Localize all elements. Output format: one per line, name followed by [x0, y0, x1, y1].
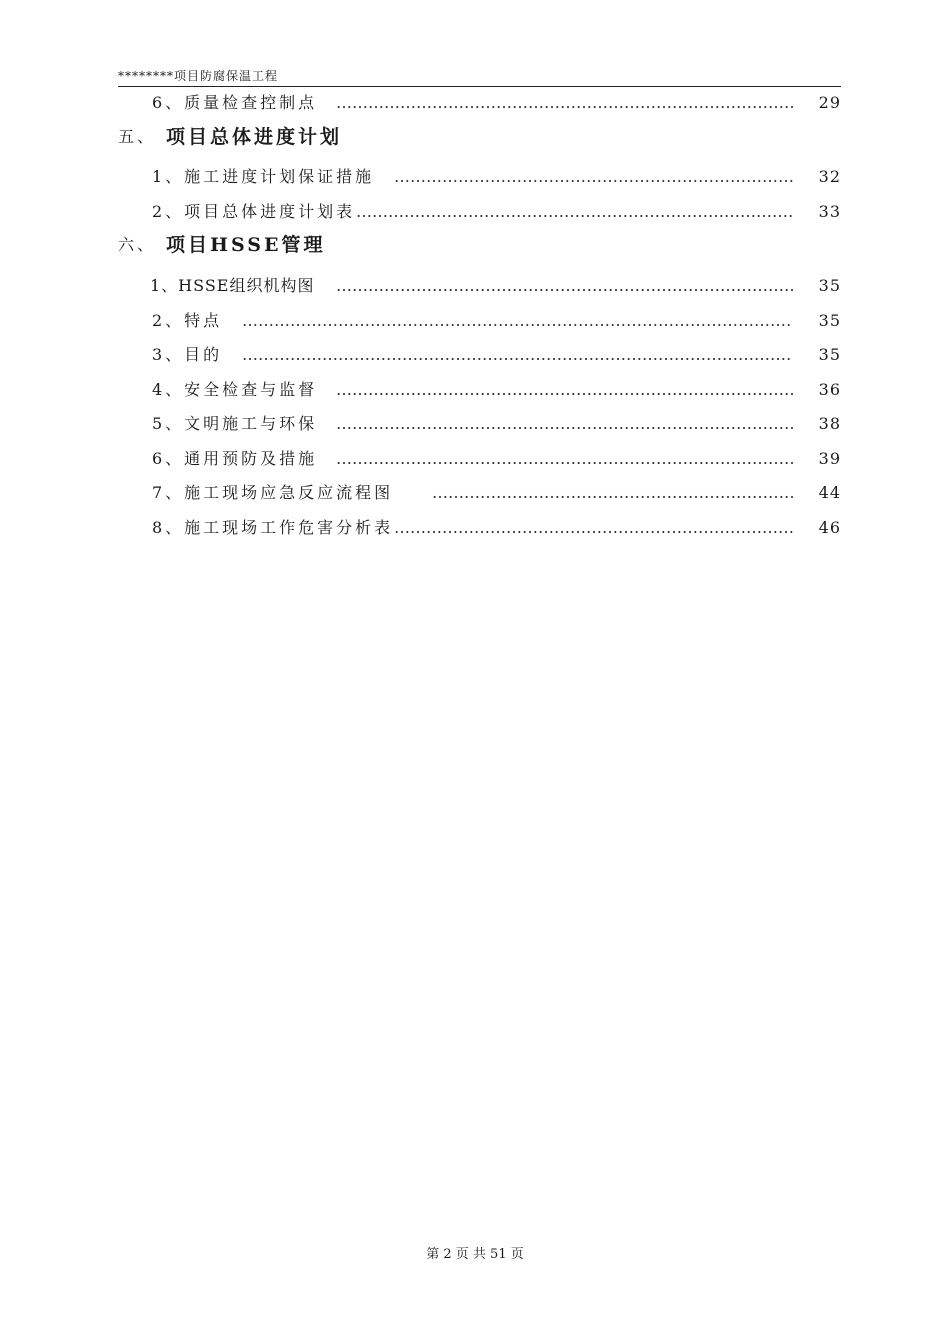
toc-entry-safety-inspection[interactable] [152, 377, 841, 403]
toc-entry-label: 3、目的 [152, 345, 223, 364]
toc-section-title: 项目总体进度计划 [166, 126, 343, 148]
toc-entry-hsse-org-chart[interactable] [150, 273, 841, 299]
toc-leader-dots [356, 199, 793, 225]
toc-leader-dots [336, 411, 793, 437]
toc-page-number: 35 [818, 276, 841, 295]
toc-section-title: 项目HSSE管理 [166, 234, 326, 256]
toc-page-number: 29 [818, 93, 841, 112]
toc-entry-hazard-analysis[interactable] [152, 515, 841, 541]
toc-leader-dots [336, 446, 793, 472]
toc-page-number: 39 [818, 449, 841, 468]
toc-entry-civilized-construction[interactable] [152, 411, 841, 437]
toc-section-schedule[interactable] [118, 122, 618, 152]
toc-leader-dots [336, 377, 793, 403]
toc-entry-label: 5、文明施工与环保 [152, 414, 318, 433]
toc-page-number: 33 [818, 202, 841, 221]
page-footer: 第 2 页 共 51 页 [426, 1247, 524, 1262]
toc-leader-dots [394, 164, 793, 190]
toc-entry-label: 7、施工现场应急反应流程图 [152, 483, 394, 502]
toc-leader-dots [432, 480, 793, 506]
toc-leader-dots [242, 308, 793, 334]
toc-leader-dots [336, 273, 793, 299]
toc-page-number: 35 [818, 311, 841, 330]
toc-entry-label: 6、质量检查控制点 [152, 93, 318, 112]
toc-page-number: 46 [818, 518, 841, 537]
toc-entry-quality-checkpoints[interactable] [152, 90, 841, 116]
toc-section-hsse[interactable] [118, 230, 618, 260]
toc-entry-label: 1、HSSE组织机构图 [150, 276, 315, 295]
toc-entry-label: 2、项目总体进度计划表 [152, 202, 356, 221]
toc-entry-objectives[interactable] [152, 342, 841, 368]
toc-leader-dots [336, 90, 793, 116]
toc-leader-dots [242, 342, 793, 368]
toc-entry-label: 6、通用预防及措施 [152, 449, 318, 468]
toc-page-number: 44 [818, 483, 841, 502]
toc-page-number: 35 [818, 345, 841, 364]
toc-entry-schedule-table[interactable] [152, 199, 841, 225]
toc-page-number: 38 [818, 414, 841, 433]
toc-entry-label: 8、施工现场工作危害分析表 [152, 518, 394, 537]
toc-section-number: 五、 [118, 127, 157, 146]
toc-section-number: 六、 [118, 235, 157, 254]
toc-page-number: 32 [818, 167, 841, 186]
toc-entry-prevention-measures[interactable] [152, 446, 841, 472]
running-header: ********项目防腐保温工程 [118, 66, 841, 87]
toc-entry-label: 2、特点 [152, 311, 223, 330]
toc-entry-emergency-flowchart[interactable] [152, 480, 841, 506]
toc-entry-label: 1、施工进度计划保证措施 [152, 167, 375, 186]
toc-entry-label: 4、安全检查与监督 [152, 380, 318, 399]
toc-leader-dots [394, 515, 793, 541]
toc-entry-schedule-measures[interactable] [152, 164, 841, 190]
toc-entry-features[interactable] [152, 308, 841, 334]
toc-page-number: 36 [818, 380, 841, 399]
